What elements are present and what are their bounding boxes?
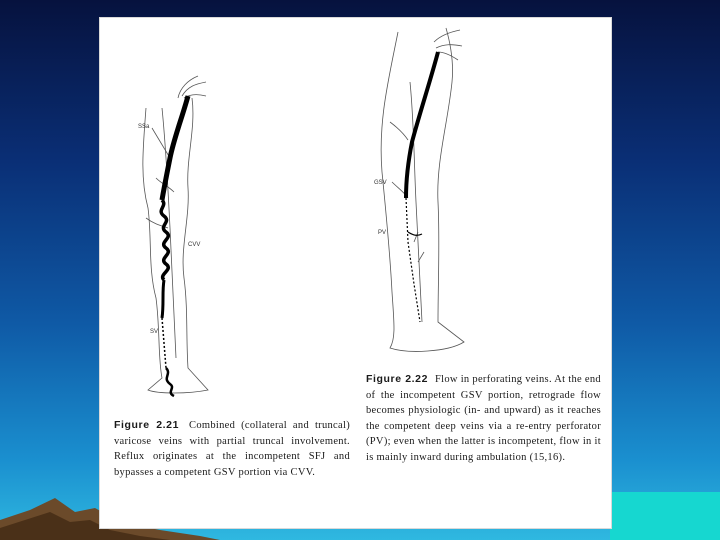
figure-2-22-caption-text: Flow in perforating veins. At the end of the incompetent GSV portion, retrograde flow becomes physiologic (in- and upward) as it reaches the competent deep veins via a re-entry perforator (PV); even when the latter is incompetent, flow in it is mainly inward during ambulation (15,16). bbox=[366, 374, 601, 463]
annotation-cvv: CVV bbox=[188, 242, 201, 248]
figure-2-21-caption bbox=[114, 418, 350, 480]
annotation-pv: PV bbox=[378, 230, 387, 236]
annotation-ssa: SSa bbox=[138, 124, 150, 130]
figure-2-21-illustration bbox=[118, 68, 238, 408]
annotation-gsv: GSV bbox=[374, 180, 387, 186]
figure-2-21-label: Figure 2.21 bbox=[114, 419, 180, 431]
figure-2-22-illustration bbox=[368, 22, 488, 362]
document-page bbox=[100, 18, 611, 528]
annotation-sv: SV bbox=[150, 329, 159, 335]
figure-2-22-caption bbox=[366, 372, 601, 465]
figure-2-22-label: Figure 2.22 bbox=[366, 373, 429, 385]
figure-2-21-caption-text: Combined (collateral and truncal) varicose veins with partial truncal involvement. Reflux originates at the incompetent SFJ and bypasses a competent GSV portion via CVV. bbox=[114, 420, 350, 478]
background-teal-strip bbox=[610, 492, 720, 540]
